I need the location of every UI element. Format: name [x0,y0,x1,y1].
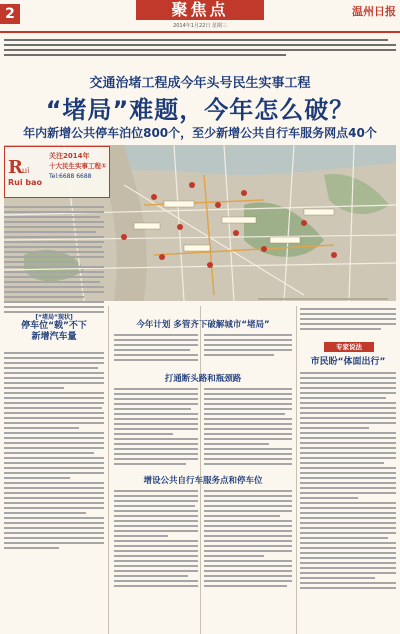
column-3-body [204,332,292,359]
main-headline: “堵局”难题，今年怎么破？ [45,96,355,124]
svg-text:ui: ui [22,166,30,175]
hotline-title-1: 关注2014年 [49,152,90,160]
side-box-heading [4,312,104,343]
section-road-network: 打通断头路和瓶颈路 [164,374,242,384]
mid-article-heading [114,318,292,330]
column-divider [200,306,201,634]
svg-text:Rui bao: Rui bao [8,178,43,187]
ruibao-logo [8,155,46,189]
column-2-body-2 [114,386,198,468]
side-box-heading-line-2: 停车位“载”不下 [21,321,87,331]
column-1-body [4,350,104,552]
right-column-body [300,370,396,592]
hotline-badge [4,146,110,198]
headline-subhead: 年内新增公共停车泊位800个，至少新增公共自行车服务网点40个 [23,126,377,140]
column-divider [108,306,109,634]
hotline-phone: Tel:6688 6688 [49,173,92,180]
side-box-heading-line-3: 新增汽车量 [31,332,77,342]
mid-article-title: 多管齐下破解城市“堵局” [173,320,270,330]
column-2-body-3 [114,488,198,590]
hotline-title-2: 十大民生实事工程① [49,162,107,170]
headline-kicker: 交通治堵工程成今年头号民生实事工程 [89,76,311,91]
map-caption [258,296,388,303]
page-number: 2 [0,4,20,24]
column-divider [296,306,297,634]
column-3-body-3 [204,488,292,590]
right-column-top [300,306,396,333]
expert-heading: 市民盼“体面出行” [310,357,386,367]
side-box-tag: [“堵局”现状] [35,314,73,321]
lead-paragraph [4,37,396,59]
column-1-intro [4,204,104,316]
expert-tag: 专家说法 [324,342,374,352]
section-title: 聚焦点 [136,0,264,20]
mid-article-tag: 今年计划 [136,320,171,330]
section-bike-service: 增设公共自行车服务点和停车位 [143,476,263,486]
svg-text:R: R [8,157,23,178]
paper-logo: 温州日报 [352,5,396,18]
column-2-body [114,332,198,364]
header-rule [0,31,400,33]
column-3-body-2 [204,386,292,468]
date-line: 2014年1月22日 星期三 [173,23,227,29]
